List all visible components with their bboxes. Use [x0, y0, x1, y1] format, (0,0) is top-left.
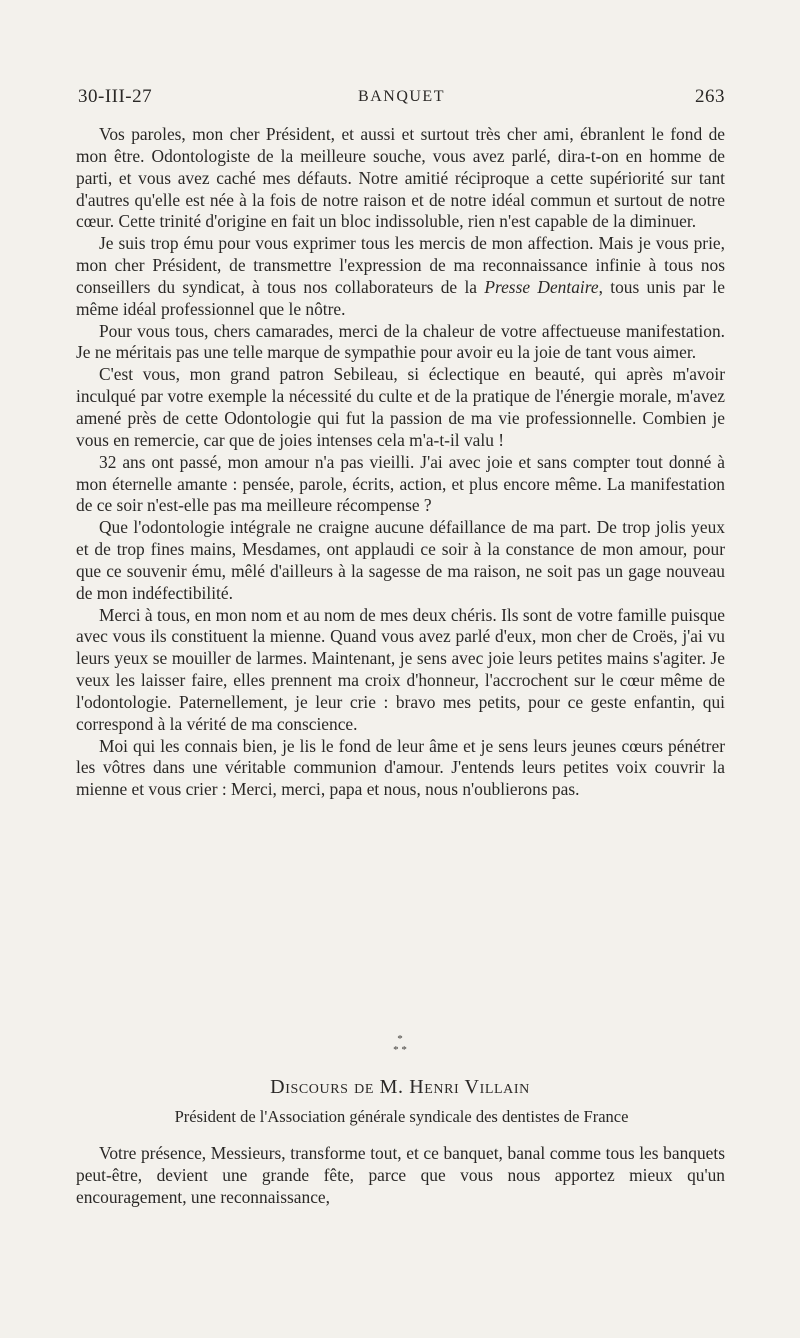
header-date: 30-III-27 [78, 86, 153, 107]
paragraph: Pour vous tous, chers camarades, merci de la chaleur de votre affectueuse manifestation. Je ne méritais pas une telle marque de sympathie pour avoir eu la joie de tant vous aimer. [76, 320, 725, 363]
section-subtitle: Président de l'Association générale syndicale des dentistes de France [174, 1107, 629, 1126]
section-separator: * * * [393, 1033, 407, 1056]
page-number: 263 [695, 86, 725, 107]
paragraph: Moi qui les connais bien, je lis le fond de leur âme et je sens leurs jeunes cœurs pénétrer les vôtres dans une véritable communion d'amour. J'entends leurs petites voix couvrir la mienne et vous crier : Merci, merci, papa et nous, nous n'oublierons pas. [76, 735, 725, 800]
section-body [76, 1143, 725, 1209]
running-head [78, 86, 725, 116]
paragraph: Votre présence, Messieurs, transforme tout, et ce banquet, banal comme tous les banquets peut-être, devient une grande fête, parce que vous nous apportez mieux qu'un encouragement, une reconnaissance, [76, 1143, 725, 1207]
journal-title: Presse Dentaire [484, 276, 599, 297]
paragraph [76, 233, 725, 320]
header-section: BANQUET [358, 88, 445, 105]
paragraph: Que l'odontologie intégrale ne craigne aucune défaillance de ma part. De trop jolis yeux et de trop fines mains, Mesdames, ont applaudi ce soir à la constance de mon amour, pour que ce souvenir ému, mêlé d'ailleurs à la sagesse de ma raison, ne soit pas un gage nouveau de mon indéfectibilité. [76, 517, 725, 603]
paragraph: Merci à tous, en mon nom et au nom de mes deux chéris. Ils sont de votre famille puisque avec vous ils constituent la mienne. Quand vous avez parlé d'eux, mon cher de Croës, j'ai vu leurs yeux se mouiller de larmes. Maintenant, je sens avec joie leurs petites mains s'agiter. Je veux les laisser faire, elles prennent ma croix d'honneur, l'accrochent sur le cœur même de l'odontologie. Paternellement, je leur crie : bravo mes petits, pour ce geste enfantin, qui correspond à la vérité de ma conscience. [76, 604, 725, 734]
paragraph-text: Je suis trop ému pour vous exprimer tous les mercis de mon affection. Mais je vous prie, mon cher Président, de transmettre l'expression de ma reconnaissance infinie à tous nos conseillers du syndicat, à tous nos collaborateurs de la [76, 233, 725, 297]
paragraph: Vos paroles, mon cher Président, et aussi et surtout très cher ami, ébranlent le fond de mon être. Odontologiste de la meilleure souche, vous avez parlé, dira-t-on en homme de parti, et vous avez caché mes défauts. Notre amitié réciproque a cette supériorité sur tant d'autres qu'elle est née à la fois de notre raison et de notre idéal commun et surtout de notre cœur. Cette trinité d'origine en fait un bloc indissoluble, rien n'est capable de la diminuer. [76, 124, 725, 232]
paragraph: 32 ans ont passé, mon amour n'a pas vieilli. J'ai avec joie et sans compter tout donné à mon éternelle amante : pensée, parole, écrits, action, et plus encore même. La manifestation de ce soir n'est-elle pas ma meilleure récompense ? [76, 451, 725, 516]
paragraph-text: , tous unis par le même idéal professionnel que le nôtre. [76, 276, 725, 319]
body-text [76, 124, 725, 801]
section-title: Discours de M. Henri Villain [270, 1076, 530, 1098]
paragraph: C'est vous, mon grand patron Sebileau, si éclectique en beauté, qui après m'avoir inculqué par votre exemple la nécessité du culte et de la pratique de l'énergie morale, m'avez amené près de cette Odontologie qui fut la passion de ma vie professionnelle. Combien je vous en remercie, car que de joies intenses cela m'a-t-il valu ! [76, 364, 725, 450]
